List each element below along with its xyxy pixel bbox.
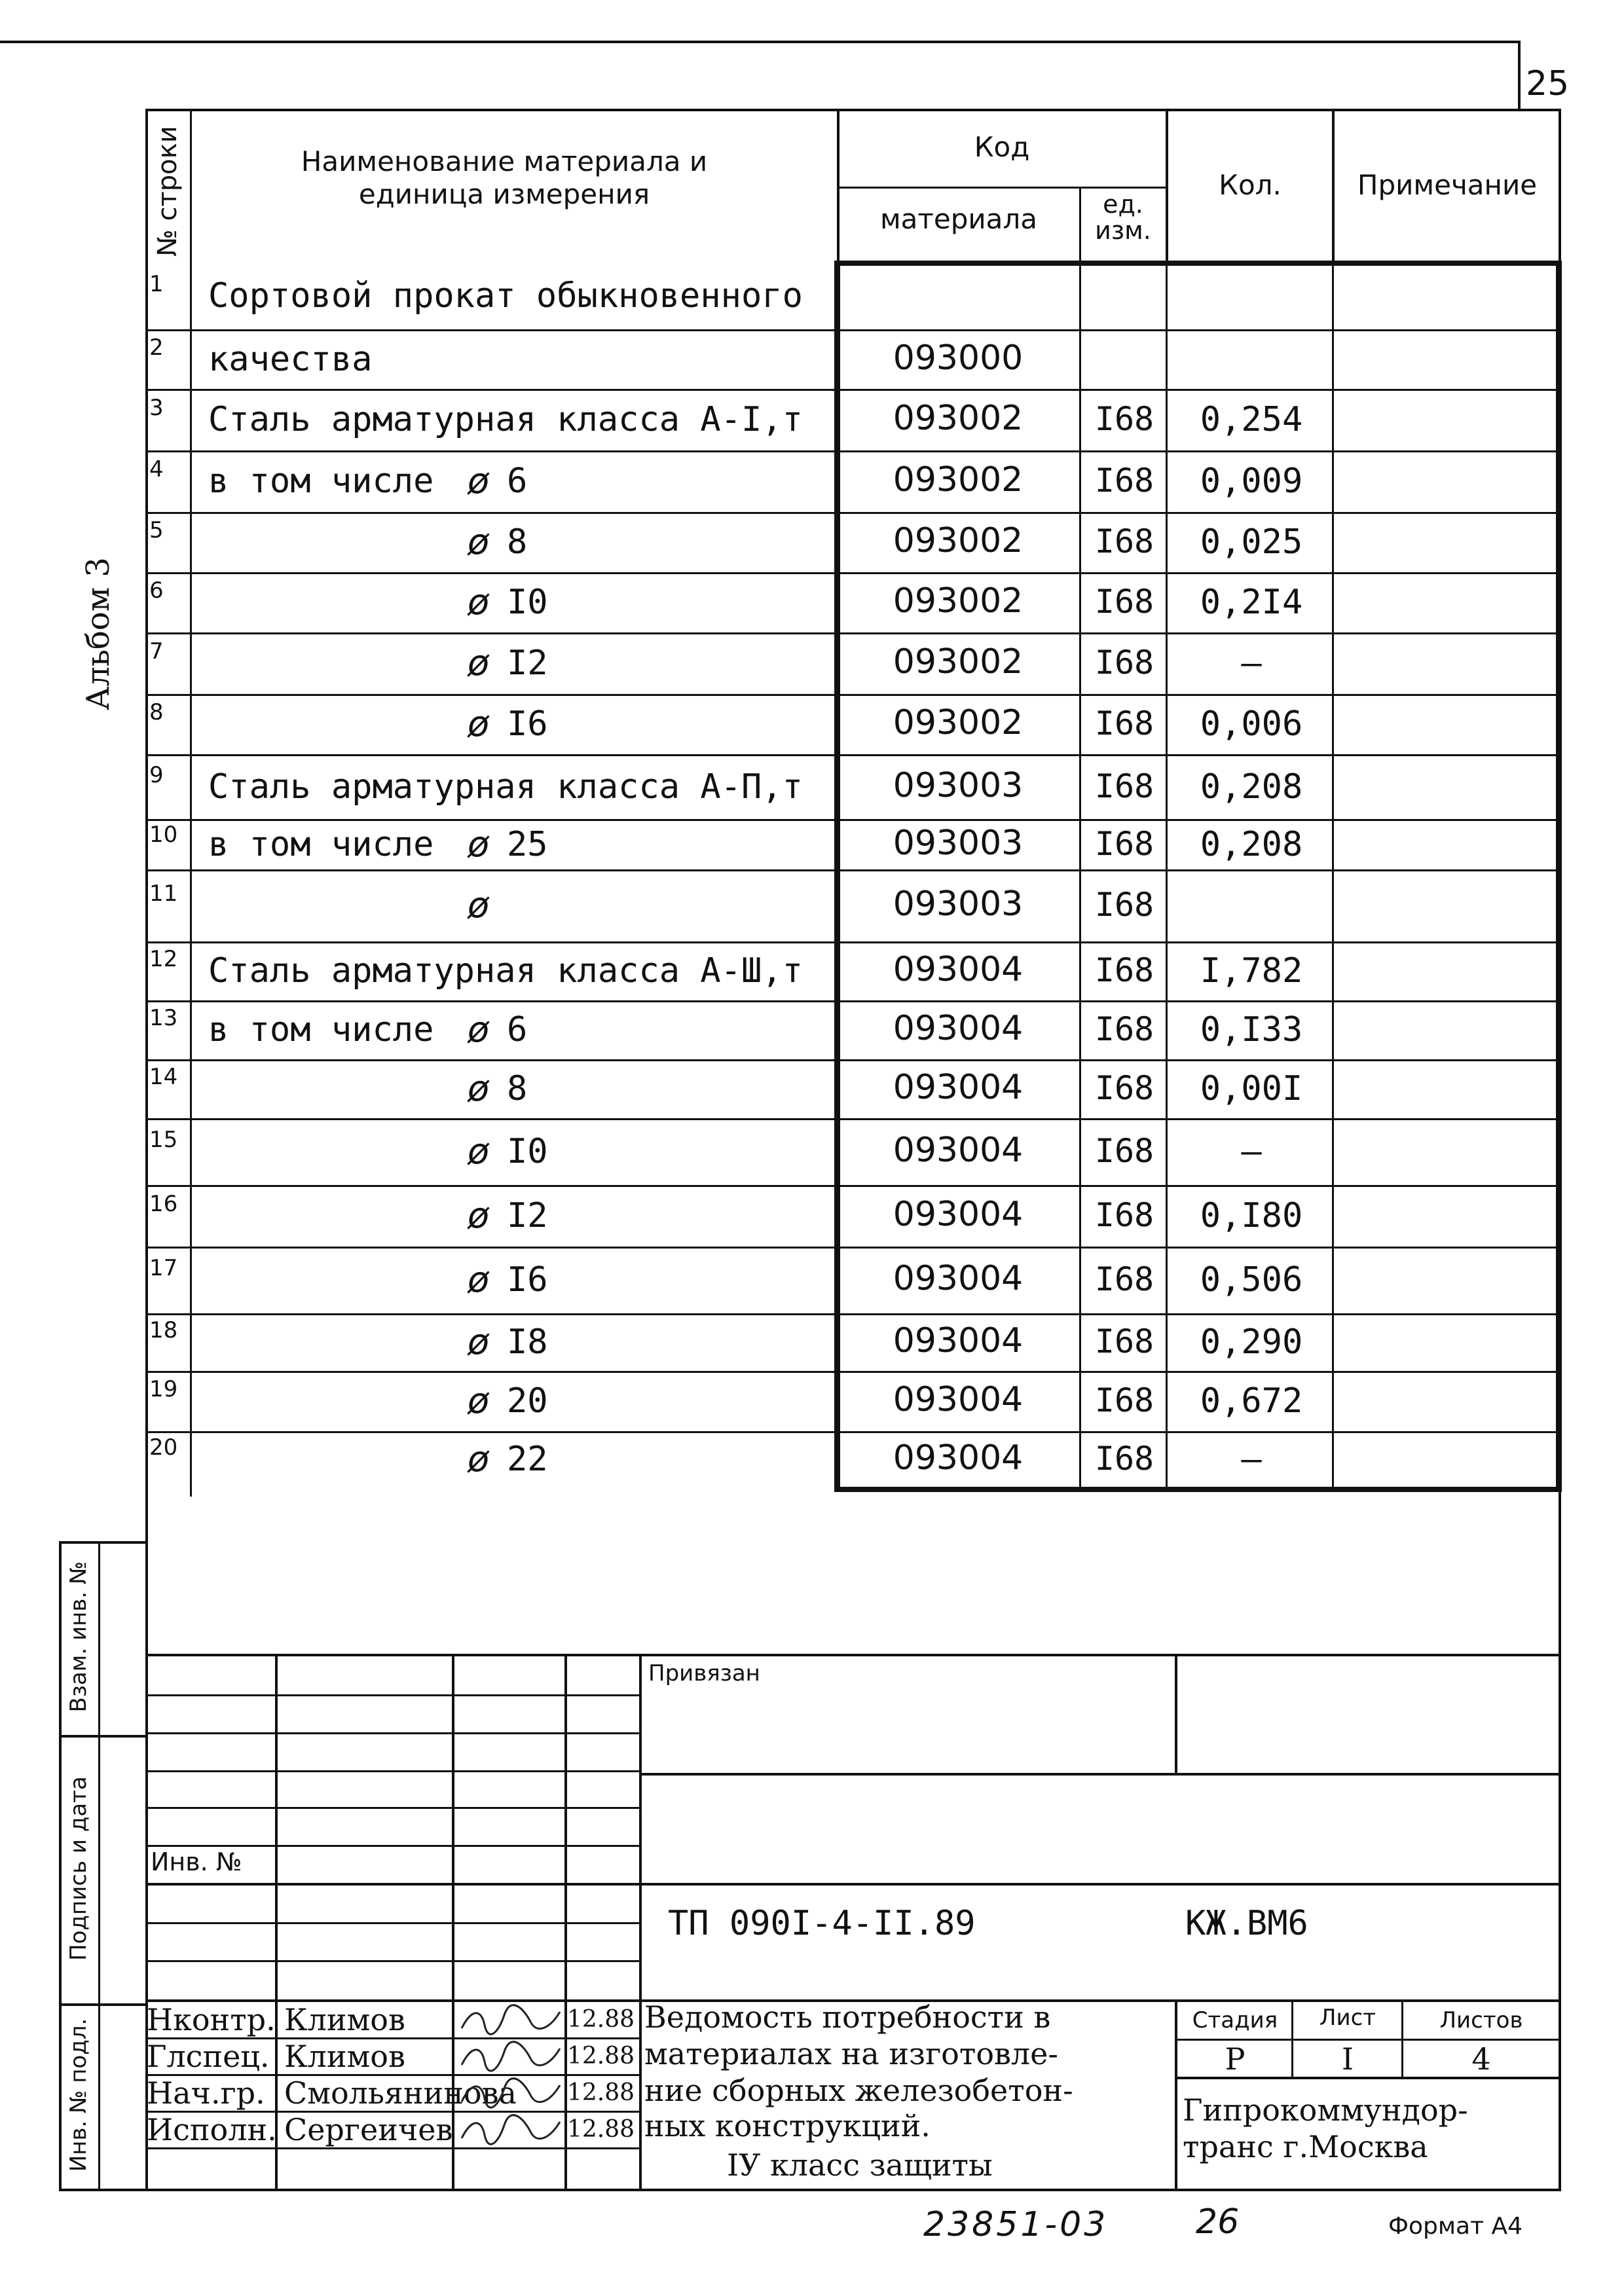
- diameter-value: I2: [507, 644, 548, 683]
- signer-name: Климов: [284, 2002, 405, 2037]
- row-number: 10: [149, 822, 178, 848]
- table-row: [145, 1315, 1560, 1372]
- table-row: [145, 331, 1560, 390]
- row-number: 7: [149, 638, 164, 665]
- handwritten-signature: [458, 2075, 563, 2112]
- frame-top: [145, 109, 1561, 111]
- archive-number: 23851-03: [923, 2205, 1109, 2244]
- unit-code: I68: [1094, 1322, 1154, 1360]
- unit-code: I68: [1094, 522, 1154, 560]
- material-code: 093002: [893, 399, 1024, 438]
- table-row: [145, 1186, 1560, 1248]
- quantity: 0,009: [1200, 462, 1303, 501]
- title-line-1: Ведомость потребности в: [644, 1999, 1051, 2035]
- code-block-top: [834, 261, 1562, 266]
- unit-code: I68: [1094, 1440, 1154, 1478]
- tb-row13: [145, 2147, 642, 2149]
- tb-vline-1: [275, 1654, 278, 2191]
- material-code: 093003: [893, 884, 1024, 924]
- handwritten-signature: [458, 2039, 563, 2075]
- row-number: 11: [149, 881, 178, 907]
- unit-code: I68: [1094, 400, 1154, 438]
- diameter-value: I6: [507, 1260, 548, 1300]
- quantity: I,782: [1200, 951, 1303, 991]
- unit-code: I68: [1094, 825, 1154, 863]
- row-number: 8: [149, 699, 164, 725]
- side-label-vzam: Взам. инв. №: [65, 1561, 92, 1713]
- unit-code: I68: [1094, 951, 1154, 989]
- org-line-2: транс г.Москва: [1183, 2129, 1428, 2164]
- unit-code: I68: [1094, 583, 1154, 621]
- material-code: 093002: [893, 703, 1024, 742]
- material-code: 093004: [893, 1068, 1024, 1107]
- table-row: [145, 1120, 1560, 1186]
- material-name: в том числе: [208, 462, 434, 501]
- unit-code: I68: [1094, 1196, 1154, 1234]
- diameter-symbol: ø: [468, 884, 490, 926]
- material-code: 093000: [893, 338, 1024, 378]
- diameter-value: I0: [507, 1132, 548, 1171]
- side-stamp-outer: [59, 1542, 62, 2191]
- stage-value: Р: [1225, 2041, 1246, 2077]
- tb-top: [145, 1654, 1561, 1656]
- row-number: 13: [149, 1005, 178, 1031]
- title-line-4: ных конструкций.: [644, 2108, 931, 2143]
- tb-privyazan-bottom: [642, 1773, 1561, 1776]
- row-number: 1: [149, 271, 164, 297]
- footer-page-number: 26: [1196, 2202, 1240, 2242]
- code-block-bottom: [834, 1487, 1562, 1492]
- material-code: 093004: [893, 1438, 1024, 1478]
- material-code: 093004: [893, 1195, 1024, 1234]
- diameter-value: 8: [507, 1069, 528, 1108]
- signer-name: Смольянинова: [284, 2075, 517, 2111]
- table-row: [145, 820, 1560, 871]
- tb-vline-privyazan: [1175, 1654, 1177, 1773]
- quantity: 0,006: [1200, 704, 1303, 744]
- diameter-symbol: ø: [468, 1195, 490, 1236]
- material-name: Сталь арматурная класса А-Ш,т: [208, 951, 803, 991]
- material-code: 093002: [893, 460, 1024, 500]
- quantity: 0,506: [1200, 1260, 1303, 1300]
- table-row: [145, 1432, 1560, 1489]
- tb-vline-sheet: [1291, 1999, 1293, 2077]
- quantity: 0,I80: [1200, 1196, 1303, 1235]
- sheets-value: 4: [1471, 2041, 1491, 2077]
- sheet-value: I: [1341, 2041, 1354, 2077]
- row-number: 6: [149, 577, 164, 604]
- row-number: 9: [149, 762, 164, 788]
- header-material: материала: [879, 203, 1037, 235]
- quantity: 0,I33: [1200, 1010, 1303, 1049]
- unit-code: I68: [1094, 704, 1154, 742]
- unit-code: I68: [1094, 644, 1154, 682]
- diameter-symbol: ø: [468, 1380, 490, 1421]
- diameter-symbol: ø: [468, 581, 490, 623]
- diameter-value: 6: [507, 462, 528, 501]
- title-subtitle: IУ класс защиты: [727, 2147, 993, 2183]
- material-code: 093003: [893, 824, 1024, 863]
- col-line-note: [1332, 263, 1334, 1489]
- material-name: качества: [208, 340, 373, 379]
- signer-date: 12.88: [567, 2006, 635, 2033]
- tb-row8: [145, 1960, 642, 1962]
- side-stamp-inner: [98, 1542, 100, 2191]
- unit-code: I68: [1094, 1381, 1154, 1419]
- album-label: Альбом 3: [80, 557, 117, 710]
- diameter-value: 22: [507, 1440, 548, 1479]
- tb-row1: [145, 1694, 642, 1696]
- material-code: 093002: [893, 521, 1024, 560]
- diameter-symbol: ø: [468, 460, 490, 501]
- table-row: [145, 574, 1560, 634]
- tb-row2: [145, 1732, 642, 1734]
- signer-date: 12.88: [567, 2079, 635, 2106]
- row-number: 15: [149, 1127, 178, 1153]
- material-name: Сталь арматурная класса А-I,т: [208, 400, 803, 439]
- table-row: [145, 1248, 1560, 1315]
- signer-role: Глспец.: [147, 2039, 270, 2074]
- table-row: [145, 1061, 1560, 1120]
- table-row: [145, 634, 1560, 695]
- doc-code: ТП 090I-4-II.89: [668, 1904, 976, 1943]
- row-number: 2: [149, 335, 164, 361]
- material-code: 093004: [893, 1009, 1024, 1048]
- tb-row5: [145, 1845, 642, 1847]
- row-number: 18: [149, 1317, 178, 1343]
- quantity: –: [1241, 1440, 1262, 1479]
- diameter-value: 25: [507, 825, 548, 864]
- material-code: 093003: [893, 766, 1024, 805]
- table-row: [145, 390, 1560, 452]
- sheets-label: Листов: [1439, 2007, 1523, 2033]
- material-code: 093004: [893, 1380, 1024, 1419]
- row-number: 3: [149, 395, 164, 421]
- diameter-value: 6: [507, 1010, 528, 1049]
- diameter-symbol: ø: [468, 1438, 490, 1480]
- page-number: 25: [1526, 64, 1570, 103]
- table-row: [145, 756, 1560, 820]
- handwritten-signature: [458, 2002, 563, 2039]
- inv-no-label: Инв. №: [151, 1848, 242, 1876]
- header-code: Код: [974, 131, 1030, 163]
- doc-mark: КЖ.ВМ6: [1185, 1904, 1308, 1943]
- table-row: [145, 695, 1560, 756]
- quantity: –: [1241, 644, 1262, 683]
- tb-vline-stage: [1175, 1999, 1177, 2191]
- header-name: Наименование материала и единица измерения: [301, 145, 708, 210]
- row-number: 4: [149, 456, 164, 483]
- tb-row4: [145, 1807, 642, 1809]
- top-rule: [0, 41, 1519, 43]
- signer-name: Климов: [284, 2039, 405, 2074]
- handwritten-signature: [458, 2112, 563, 2149]
- signer-date: 12.88: [567, 2116, 635, 2143]
- quantity: –: [1241, 1132, 1262, 1171]
- table-row: [145, 513, 1560, 574]
- diameter-symbol: ø: [468, 1009, 490, 1050]
- diameter-symbol: ø: [468, 824, 490, 865]
- diameter-symbol: ø: [468, 1131, 490, 1172]
- table-row: [145, 452, 1560, 513]
- diameter-symbol: ø: [468, 703, 490, 744]
- diameter-value: I2: [507, 1196, 548, 1235]
- side-label-inv-podl: Инв. № подл.: [65, 2018, 92, 2172]
- diameter-symbol: ø: [468, 1321, 490, 1362]
- code-block-right: [1556, 261, 1562, 1491]
- quantity: 0,208: [1200, 767, 1303, 807]
- side-label-podpis: Подпись и дата: [65, 1776, 92, 1961]
- code-block-left: [834, 261, 840, 1491]
- tb-row6: [145, 1883, 1561, 1886]
- header-qty: Кол.: [1219, 169, 1282, 201]
- quantity: 0,00I: [1200, 1069, 1303, 1108]
- table-row: [145, 871, 1560, 943]
- col-line-qty: [1166, 263, 1168, 1489]
- tb-vline-4: [639, 1654, 642, 2191]
- tb-stage-bottom: [1175, 2077, 1561, 2079]
- diameter-symbol: ø: [468, 1068, 490, 1109]
- diameter-value: 8: [507, 522, 528, 562]
- unit-code: I68: [1094, 462, 1154, 500]
- header-row-no: № строки: [153, 126, 183, 257]
- sheet-label: Лист: [1319, 2005, 1376, 2031]
- diameter-value: I8: [507, 1322, 548, 1362]
- frame-bottom: [59, 2189, 1561, 2191]
- tb-vline-sheets: [1401, 1999, 1403, 2077]
- row-number: 5: [149, 517, 164, 543]
- title-line-2: материалах на изготовле-: [644, 2036, 1058, 2071]
- material-code: 093002: [893, 581, 1024, 621]
- material-name: Сталь арматурная класса А-П,т: [208, 767, 803, 807]
- row-number: 16: [149, 1191, 178, 1217]
- code-subheader-line: [837, 187, 1166, 189]
- tb-stage-sep: [1175, 2039, 1561, 2041]
- diameter-symbol: ø: [468, 521, 490, 562]
- tb-row3: [145, 1770, 642, 1772]
- material-code: 093004: [893, 1321, 1024, 1360]
- quantity: 0,672: [1200, 1381, 1303, 1421]
- diameter-value: I6: [507, 704, 548, 744]
- material-code: 093004: [893, 1131, 1024, 1170]
- row-number: 14: [149, 1064, 178, 1090]
- quantity: 0,290: [1200, 1322, 1303, 1362]
- format-label: Формат А4: [1388, 2213, 1523, 2240]
- table-row: [145, 1372, 1560, 1432]
- tb-vline-3: [564, 1654, 567, 2191]
- row-number: 17: [149, 1255, 178, 1281]
- col-line-unit: [1079, 263, 1081, 1489]
- table-row: [145, 943, 1560, 1002]
- material-code: 093004: [893, 1259, 1024, 1298]
- quantity: 0,025: [1200, 522, 1303, 562]
- signer-role: Нач.гр.: [147, 2075, 265, 2111]
- unit-code: I68: [1094, 1010, 1154, 1048]
- quantity: 0,208: [1200, 825, 1303, 864]
- diameter-value: I0: [507, 583, 548, 622]
- col-line-unit-hdr: [1079, 187, 1081, 263]
- header-note: Примечание: [1357, 169, 1538, 201]
- privyazan-label: Привязан: [648, 1660, 760, 1686]
- diameter-value: 20: [507, 1381, 548, 1421]
- quantity: 0,254: [1200, 400, 1303, 439]
- signer-date: 12.88: [567, 2043, 635, 2069]
- material-name: Сортовой прокат обыкновенного: [208, 276, 803, 316]
- material-code: 093002: [893, 642, 1024, 682]
- unit-code: I68: [1094, 1069, 1154, 1107]
- stage-label: Стадия: [1192, 2007, 1278, 2033]
- unit-code: I68: [1094, 767, 1154, 805]
- material-code: 093004: [893, 950, 1024, 989]
- row-number: 12: [149, 946, 178, 972]
- title-line-3: ние сборных железобетон-: [644, 2073, 1073, 2108]
- signer-role: Исполн.: [147, 2112, 277, 2147]
- row-number: 19: [149, 1376, 178, 1402]
- unit-code: I68: [1094, 886, 1154, 924]
- unit-code: I68: [1094, 1260, 1154, 1298]
- table-row: [145, 263, 1560, 331]
- diameter-symbol: ø: [468, 1259, 490, 1300]
- unit-code: I68: [1094, 1132, 1154, 1170]
- material-name: в том числе: [208, 1010, 434, 1049]
- org-line-1: Гипрокоммундор-: [1183, 2092, 1468, 2128]
- diameter-symbol: ø: [468, 642, 490, 683]
- material-name: в том числе: [208, 825, 434, 864]
- page-number-box-left: [1518, 41, 1521, 110]
- signer-role: Нконтр.: [147, 2002, 276, 2037]
- row-number: 20: [149, 1434, 178, 1461]
- signer-name: Сергеичев: [284, 2112, 453, 2147]
- tb-row7: [145, 1922, 642, 1924]
- quantity: 0,2I4: [1200, 583, 1303, 622]
- header-unit: ед. изм.: [1095, 190, 1151, 245]
- col-line-note-hdr: [1332, 109, 1335, 263]
- table-row: [145, 1002, 1560, 1061]
